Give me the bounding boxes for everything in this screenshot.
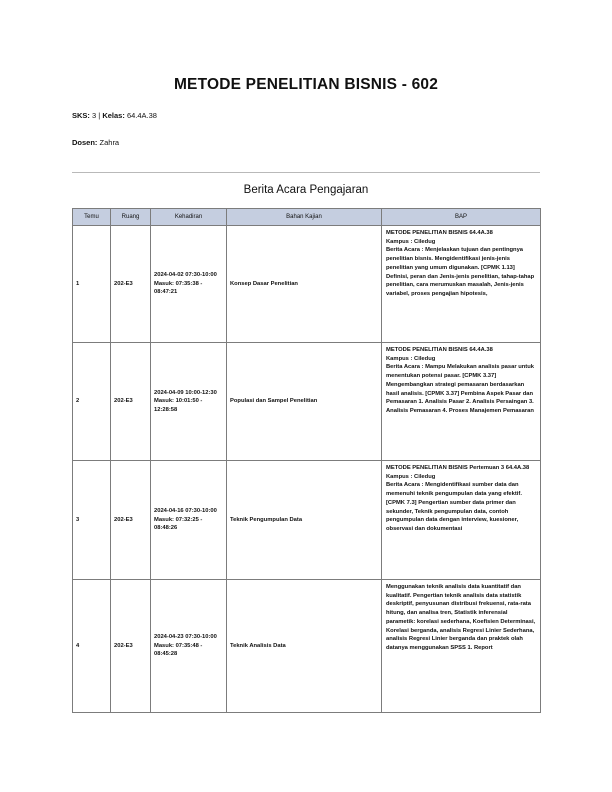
cell-temu-text: 2: [76, 398, 80, 405]
cell-temu-text: 3: [76, 516, 80, 523]
cell-bap-text: METODE PENELITIAN BISNIS 64.4A.38 Kampus : Ciledug Berita Acara : Mampu Melakukan analisis pasar untuk menentukan potensi pasar. [CPMK 3.37] Mengembangkan strategi pemasaran berdasarkan hasil analisis. [CPMK 3.37] Pembina Aspek Pasar dan Pemasaran 1. Analisis Pasar 2. Analisis Persaingan 3. Analisis Pemasaran 4. Proses Manajemen Pemasaran: [386, 347, 534, 414]
cell-kehadiran-text: 2024-04-02 07:30-10:00 Masuk: 07:35:38 - 08:47:21: [154, 272, 217, 296]
cell-bap-text: Menggunakan teknik analisis data kuantitatif dan kualitatif. Pengertian teknik analisis data statistik deskriptif, penyusunan distribusi frekuensi, rata-rata hitung, dan analisa tren, Statistik inferensial parametik: korelasi sederhana, Koefisien Determinasi, Korelasi berganda, analisis Regresi Linier Sederhana, analisis Regresi Linier berganda dan praktek olah datanya menggunakan SPSS 1. Report: [386, 584, 536, 651]
cell-kehadiran: [151, 461, 227, 580]
cell-kehadiran: [151, 343, 227, 461]
cell-ruang: [111, 343, 151, 461]
table-row: [73, 461, 541, 580]
cell-kehadiran-text: 2024-04-09 10:00-12:30 Masuk: 10:01:50 - 12:28:58: [154, 389, 217, 413]
cell-bahan-kajian: [227, 461, 382, 580]
cell-temu: [73, 461, 111, 580]
kelas-label: Kelas: [102, 111, 123, 120]
cell-temu: [73, 580, 111, 713]
cell-temu-text: 1: [76, 280, 80, 287]
cell-temu-text: 4: [76, 642, 80, 649]
cell-bahan-kajian-text: Konsep Dasar Penelitian: [230, 280, 298, 287]
cell-bap-text: METODE PENELITIAN BISNIS Pertemuan 3 64.4A.38 Kampus : Ciledug Berita Acara : Mengidentifikasi sumber data dan memenuhi teknik pengumpulan data yang efektif. [CPMK 7.3] Pengertian sumber data primer dan sekunder, Teknik pengumpulan data, contoh pengumpulan data dengan interview, kuesioner, observasi dan dokumentasi: [386, 465, 530, 532]
cell-temu: [73, 343, 111, 461]
header-ruang: Ruang: [111, 209, 151, 226]
cell-bahan-kajian: [227, 343, 382, 461]
sks-value: 3: [92, 111, 97, 120]
cell-ruang-text: 202-E3: [114, 280, 133, 287]
kelas-value: 64.4A.38: [126, 111, 157, 120]
cell-bap-text: METODE PENELITIAN BISNIS 64.4A.38 Kampus : Ciledug Berita Acara : Menjelaskan tujuan dan pentingnya penelitian bisnis. Mengidentifikasi jenis-jenis penelitian yang umum digunakan. [CPMK 1.13] Definisi, peran dan Jenis-jenis penelitian, tahap-tahap penelitian, cara merumuskan masalah, Jenis-jenis variabel, proses pengajian hipotesis,: [386, 230, 535, 297]
dosen-value: Zahra: [99, 138, 120, 147]
cell-bahan-kajian: [227, 580, 382, 713]
sks-label: SKS: [72, 111, 88, 120]
cell-ruang-text: 202-E3: [114, 642, 133, 649]
table-row: [73, 226, 541, 343]
cell-bahan-kajian-text: Populasi dan Sampel Penelitian: [230, 398, 318, 405]
cell-kehadiran: [151, 226, 227, 343]
bap-table: [72, 208, 541, 713]
cell-bahan-kajian-text: Teknik Pengumpulan Data: [230, 516, 303, 523]
cell-ruang: [111, 461, 151, 580]
cell-bap: [382, 461, 541, 580]
header-bap: BAP: [382, 209, 541, 226]
table-row: [73, 580, 541, 713]
section-title: Berita Acara Pengajaran: [243, 184, 369, 196]
cell-ruang-text: 202-E3: [114, 398, 133, 405]
cell-kehadiran-text: 2024-04-16 07:30-10:00 Masuk: 07:32:25 - 08:48:26: [154, 508, 217, 532]
cell-ruang-text: 202-E3: [114, 516, 133, 523]
cell-ruang: [111, 226, 151, 343]
sks-kelas-line: SKS: 3 | Kelas: 64.4A.38: [72, 111, 157, 120]
cell-kehadiran-text: 2024-04-23 07:30-10:00 Masuk: 07:35:48 - 08:45:28: [154, 634, 217, 658]
cell-ruang: [111, 580, 151, 713]
header-bahan-kajian: Bahan Kajian: [227, 209, 382, 226]
cell-kehadiran: [151, 580, 227, 713]
dosen-line: Dosen: Zahra: [72, 138, 120, 147]
cell-bap: [382, 580, 541, 713]
cell-bap: [382, 226, 541, 343]
cell-bahan-kajian-text: Teknik Analisis Data: [230, 642, 286, 649]
header-temu: Temu: [73, 209, 111, 226]
cell-bap: [382, 343, 541, 461]
dosen-label: Dosen: [72, 138, 95, 147]
header-kehadiran: Kehadiran: [151, 209, 227, 226]
cell-temu: [73, 226, 111, 343]
divider: [72, 172, 540, 173]
table-row: [73, 343, 541, 461]
course-title: METODE PENELITIAN BISNIS - 602: [173, 76, 439, 93]
table-header-row: [73, 209, 541, 226]
cell-bahan-kajian: [227, 226, 382, 343]
